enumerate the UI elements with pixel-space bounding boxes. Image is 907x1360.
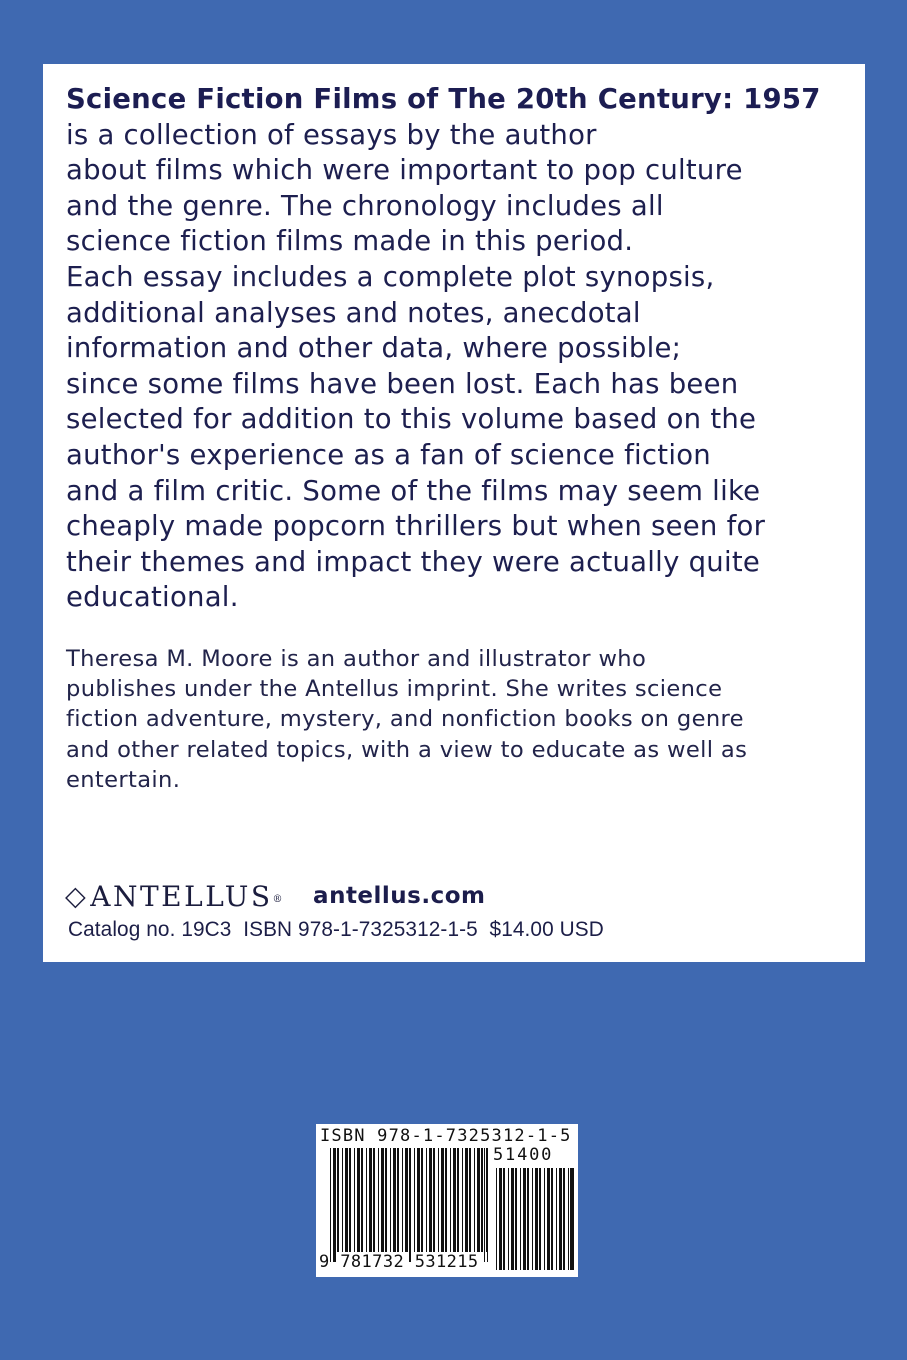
description-line: author's experience as a fan of science fiction (66, 438, 711, 471)
barcode-bar (342, 1148, 343, 1252)
ean-left-digits: 781732 (340, 1252, 405, 1272)
publisher-logo-text: ANTELLUS (90, 879, 273, 913)
description-line: additional analyses and notes, anecdotal (66, 296, 641, 329)
publisher-website-link[interactable]: antellus.com (313, 883, 486, 909)
barcode-bar (417, 1148, 420, 1252)
barcode-bar (486, 1148, 487, 1252)
isbn-barcode (316, 1124, 578, 1277)
barcode-bar (535, 1168, 538, 1270)
barcode-bar (438, 1148, 439, 1252)
barcode-bar (532, 1168, 533, 1270)
barcode-bar (366, 1148, 367, 1252)
catalog-info: Catalog no. 19C3 ISBN 978-1-7325312-1-5 $14.00 USD (68, 918, 604, 941)
barcode-bar (378, 1148, 379, 1252)
bio-line: fiction adventure, mystery, and nonfiction books on genre (66, 706, 744, 733)
barcode-bar (390, 1148, 391, 1252)
barcode-bar (357, 1148, 360, 1252)
bio-line: publishes under the Antellus imprint. She writes science (66, 676, 723, 703)
bio-line: Theresa M. Moore is an author and illustrator who (66, 646, 647, 672)
bio-line: entertain. (66, 766, 181, 793)
barcode-bar (402, 1148, 403, 1252)
barcode-bar (426, 1148, 427, 1252)
barcode-bar (433, 1148, 435, 1252)
barcode-bar (345, 1148, 348, 1252)
ean-first-digit: 9 (319, 1252, 330, 1272)
barcode-bar (508, 1168, 509, 1270)
description-panel (43, 64, 865, 962)
barcode-bar (330, 1148, 331, 1262)
barcode-price-code: 51400 (493, 1145, 554, 1165)
barcode-bar (409, 1148, 411, 1262)
barcode-bar (373, 1148, 375, 1252)
registered-mark: ® (272, 893, 286, 905)
description-line: their themes and impact they were actually quite (66, 545, 761, 578)
bio-line: and other related topics, with a view to educate as well as (66, 736, 748, 763)
barcode-bar (469, 1148, 471, 1252)
barcode-bar (539, 1168, 541, 1270)
barcode-bar (563, 1168, 565, 1270)
ean-right-digits: 531215 (414, 1252, 479, 1272)
barcode-bar (361, 1148, 363, 1252)
barcode-bar (349, 1148, 351, 1252)
description-line: and a film critic. Some of the films may seem like (66, 474, 761, 507)
barcode-bar (453, 1148, 456, 1252)
barcode-bar (385, 1148, 387, 1252)
barcode-bar (465, 1148, 468, 1252)
barcode-bar (499, 1168, 502, 1270)
barcode-bar (527, 1168, 529, 1270)
barcode-bar (397, 1148, 399, 1252)
barcode-guard-bar (487, 1148, 488, 1262)
description-line: since some films have been lost. Each has been (66, 367, 739, 400)
description-line: science fiction films made in this period. (66, 225, 634, 258)
barcode-bar (333, 1148, 336, 1262)
barcode-bar (457, 1148, 459, 1252)
barcode-bar (559, 1168, 562, 1270)
barcode-bar (369, 1148, 372, 1252)
barcode-bar (429, 1148, 432, 1252)
barcode-bar (450, 1148, 451, 1252)
barcode-bar (405, 1148, 408, 1252)
barcode-bar (520, 1168, 521, 1270)
barcode-bar (381, 1148, 384, 1252)
barcode-bar (421, 1148, 423, 1252)
barcode-bar (462, 1148, 463, 1252)
barcode-bar (515, 1168, 517, 1270)
barcode-bar (503, 1168, 505, 1270)
barcode-bar (544, 1168, 545, 1270)
publisher-logo (65, 880, 285, 913)
barcode-bar (511, 1168, 514, 1270)
barcode-digits (319, 1252, 479, 1272)
book-title: Science Fiction Films of The 20th Century: 1957 (66, 83, 821, 115)
barcode-bar (547, 1168, 550, 1270)
description-line: and the genre. The chronology includes all (66, 189, 664, 222)
barcode-guard-bar (484, 1148, 485, 1262)
barcode-bar (445, 1148, 447, 1252)
barcode-bar (556, 1168, 557, 1270)
diamond-icon: ◇ (65, 880, 89, 912)
barcode-bar (481, 1148, 483, 1252)
barcode-bar (523, 1168, 526, 1270)
barcode-bar (477, 1148, 480, 1252)
barcode-bar (474, 1148, 475, 1252)
description-line: Each essay includes a complete plot synopsis, (66, 260, 715, 293)
barcode-bar (441, 1148, 444, 1252)
publisher-row (65, 876, 486, 916)
barcode-bar (393, 1148, 396, 1252)
author-bio (66, 644, 861, 795)
description-line: selected for addition to this volume based on the (66, 403, 757, 436)
barcode-bar (414, 1148, 415, 1252)
barcode-guard-bar (570, 1168, 571, 1270)
book-description (66, 82, 856, 616)
description-line: information and other data, where possible; (66, 332, 682, 365)
barcode-bar (496, 1168, 497, 1270)
description-line: cheaply made popcorn thrillers but when seen for (66, 510, 766, 543)
barcode-bar (551, 1168, 553, 1270)
barcode-bar (568, 1168, 569, 1270)
description-line: educational. (66, 581, 239, 614)
description-line: about films which were important to pop culture (66, 154, 743, 187)
description-line: is a collection of essays by the author (66, 118, 597, 151)
barcode-guard-bar (573, 1168, 574, 1270)
barcode-isbn-label: ISBN 978-1-7325312-1-5 (320, 1126, 572, 1146)
barcode-bar (337, 1148, 339, 1252)
barcode-bar (354, 1148, 355, 1252)
